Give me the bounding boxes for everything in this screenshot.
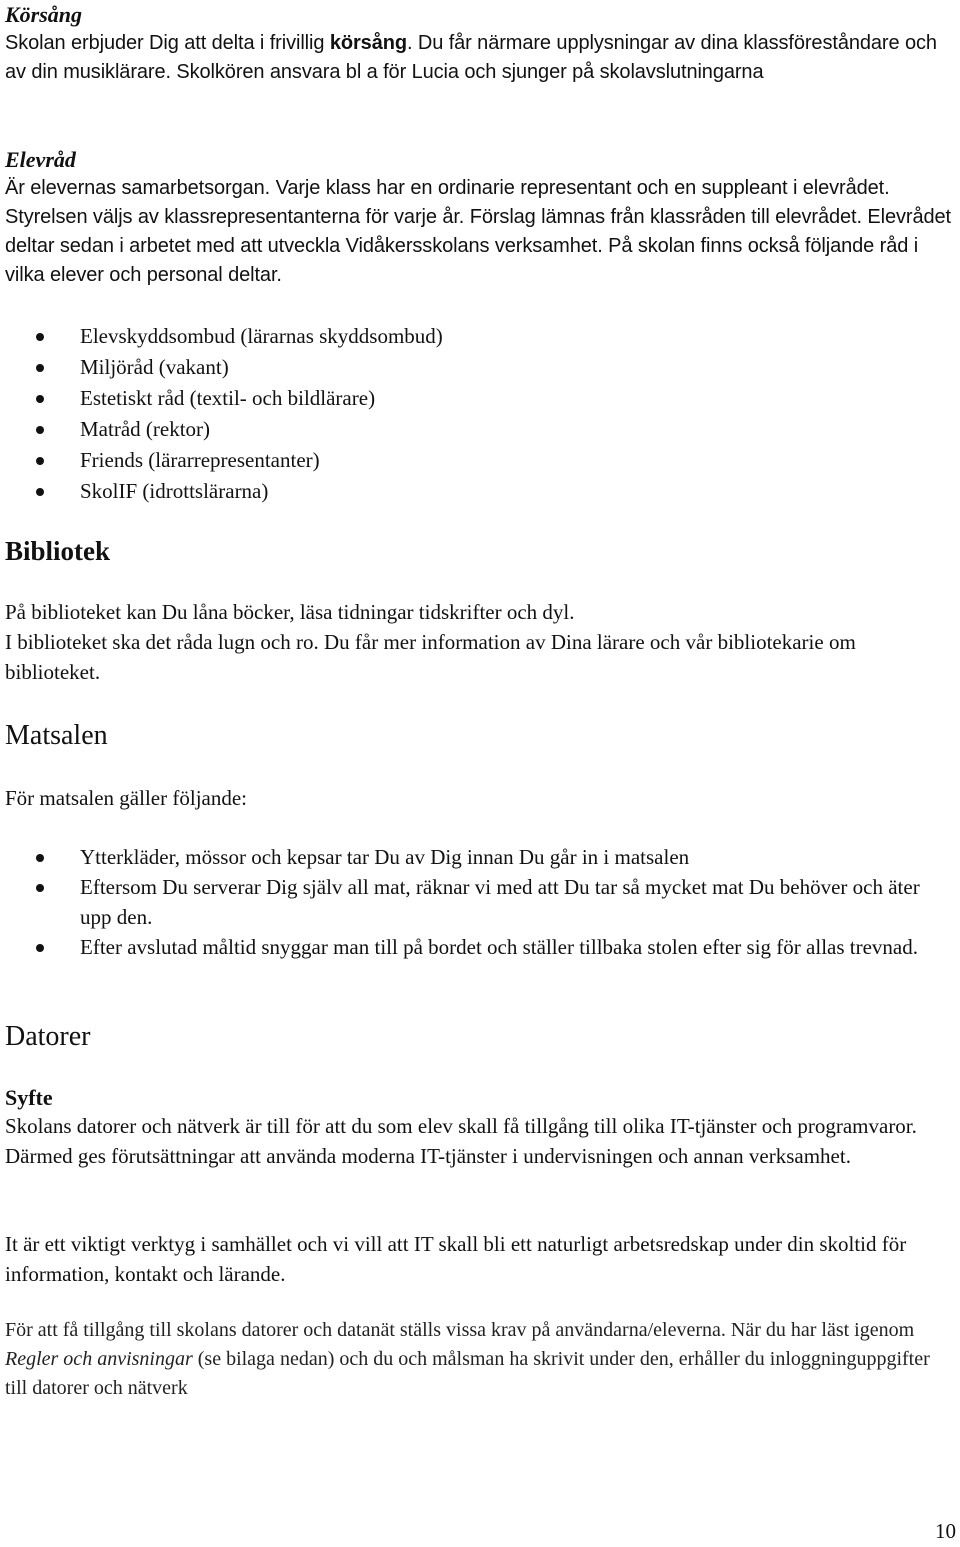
list-item: SkolIF (idrottslärarna) (5, 476, 956, 507)
matsalen-intro: För matsalen gäller följande: (5, 786, 248, 810)
bibliotek-heading: Bibliotek (5, 536, 111, 566)
elevrad-heading: Elevråd (5, 147, 76, 172)
elevrad-paragraph: Är elevernas samarbetsorgan. Varje klass har en ordinarie representant och en suppleant i elevrådet. Styrelsen väljs av klassrepresentanterna för varje år. Förslag lämnas från klassråden till elevrådet. Elevrådet deltar sedan i arbetet med att utveckla Vidåkersskolans verksamhet. På skolan finns också följande råd i vilka elever och personal deltar. (5, 177, 952, 286)
list-item: Friends (lärarrepresentanter) (5, 445, 956, 476)
matsalen-rules-list (5, 842, 956, 962)
korsang-text-after: . Du får närmare upplysningar av dina klassföreståndare och av din musiklärare. Skolkören ansvara bl a för Lucia och sjunger på skolavslutningarna (5, 32, 937, 83)
page-number: 10 (935, 1519, 956, 1543)
matsalen-heading: Matsalen (5, 720, 108, 751)
korsang-heading: Körsång (5, 2, 83, 27)
list-item: Elevskyddsombud (lärarnas skyddsombud) (5, 321, 956, 352)
korsang-text-bold: körsång (329, 32, 407, 54)
list-item: Estetiskt råd (textil- och bildlärare) (5, 383, 956, 414)
councils-list (5, 321, 956, 507)
datorer-heading: Datorer (5, 1021, 91, 1052)
list-item: Eftersom Du serverar Dig själv all mat, räknar vi med att Du tar så mycket mat Du behöver och äter upp den. (5, 872, 956, 932)
list-item: Ytterkläder, mössor och kepsar tar Du av Dig innan Du går in i matsalen (5, 842, 956, 872)
list-item: Efter avslutad måltid snyggar man till på bordet och ställer tillbaka stolen efter sig för allas trevnad. (5, 932, 956, 962)
bibliotek-line-2: I biblioteket ska det råda lugn och ro. Du får mer information av Dina lärare och vår bibliotekarie om biblioteket. (5, 630, 856, 684)
para3-text-before: För att få tillgång till skolans datorer och datanät ställs vissa krav på användarna/eleverna. När du har läst igenom (5, 1319, 915, 1341)
datorer-paragraph-3 (5, 1316, 956, 1403)
para3-text-italic: Regler och anvisningar (5, 1348, 193, 1370)
syfte-heading: Syfte (5, 1085, 53, 1110)
list-item: Miljöråd (vakant) (5, 352, 956, 383)
list-item: Matråd (rektor) (5, 414, 956, 445)
datorer-paragraph-1: Skolans datorer och nätverk är till för att du som elev skall få tillgång till olika IT-tjänster och programvaror. Därmed ges förutsättningar att använda moderna IT-tjänster i undervisningen och annan verksamhet. (5, 1114, 917, 1168)
datorer-paragraph-2: It är ett viktigt verktyg i samhället och vi vill att IT skall bli ett naturligt arbetsredskap under din skoltid för information, kontakt och lärande. (5, 1232, 907, 1286)
bibliotek-line-1: På biblioteket kan Du låna böcker, läsa tidningar tidskrifter och dyl. (5, 600, 575, 624)
korsang-text-before: Skolan erbjuder Dig att delta i frivillig (5, 32, 330, 54)
korsang-paragraph (5, 29, 956, 87)
para3-text-after: (se bilaga nedan) och du och målsman ha skrivit under den, erhåller du inloggninguppgifter till datorer och nätverk (5, 1348, 930, 1399)
